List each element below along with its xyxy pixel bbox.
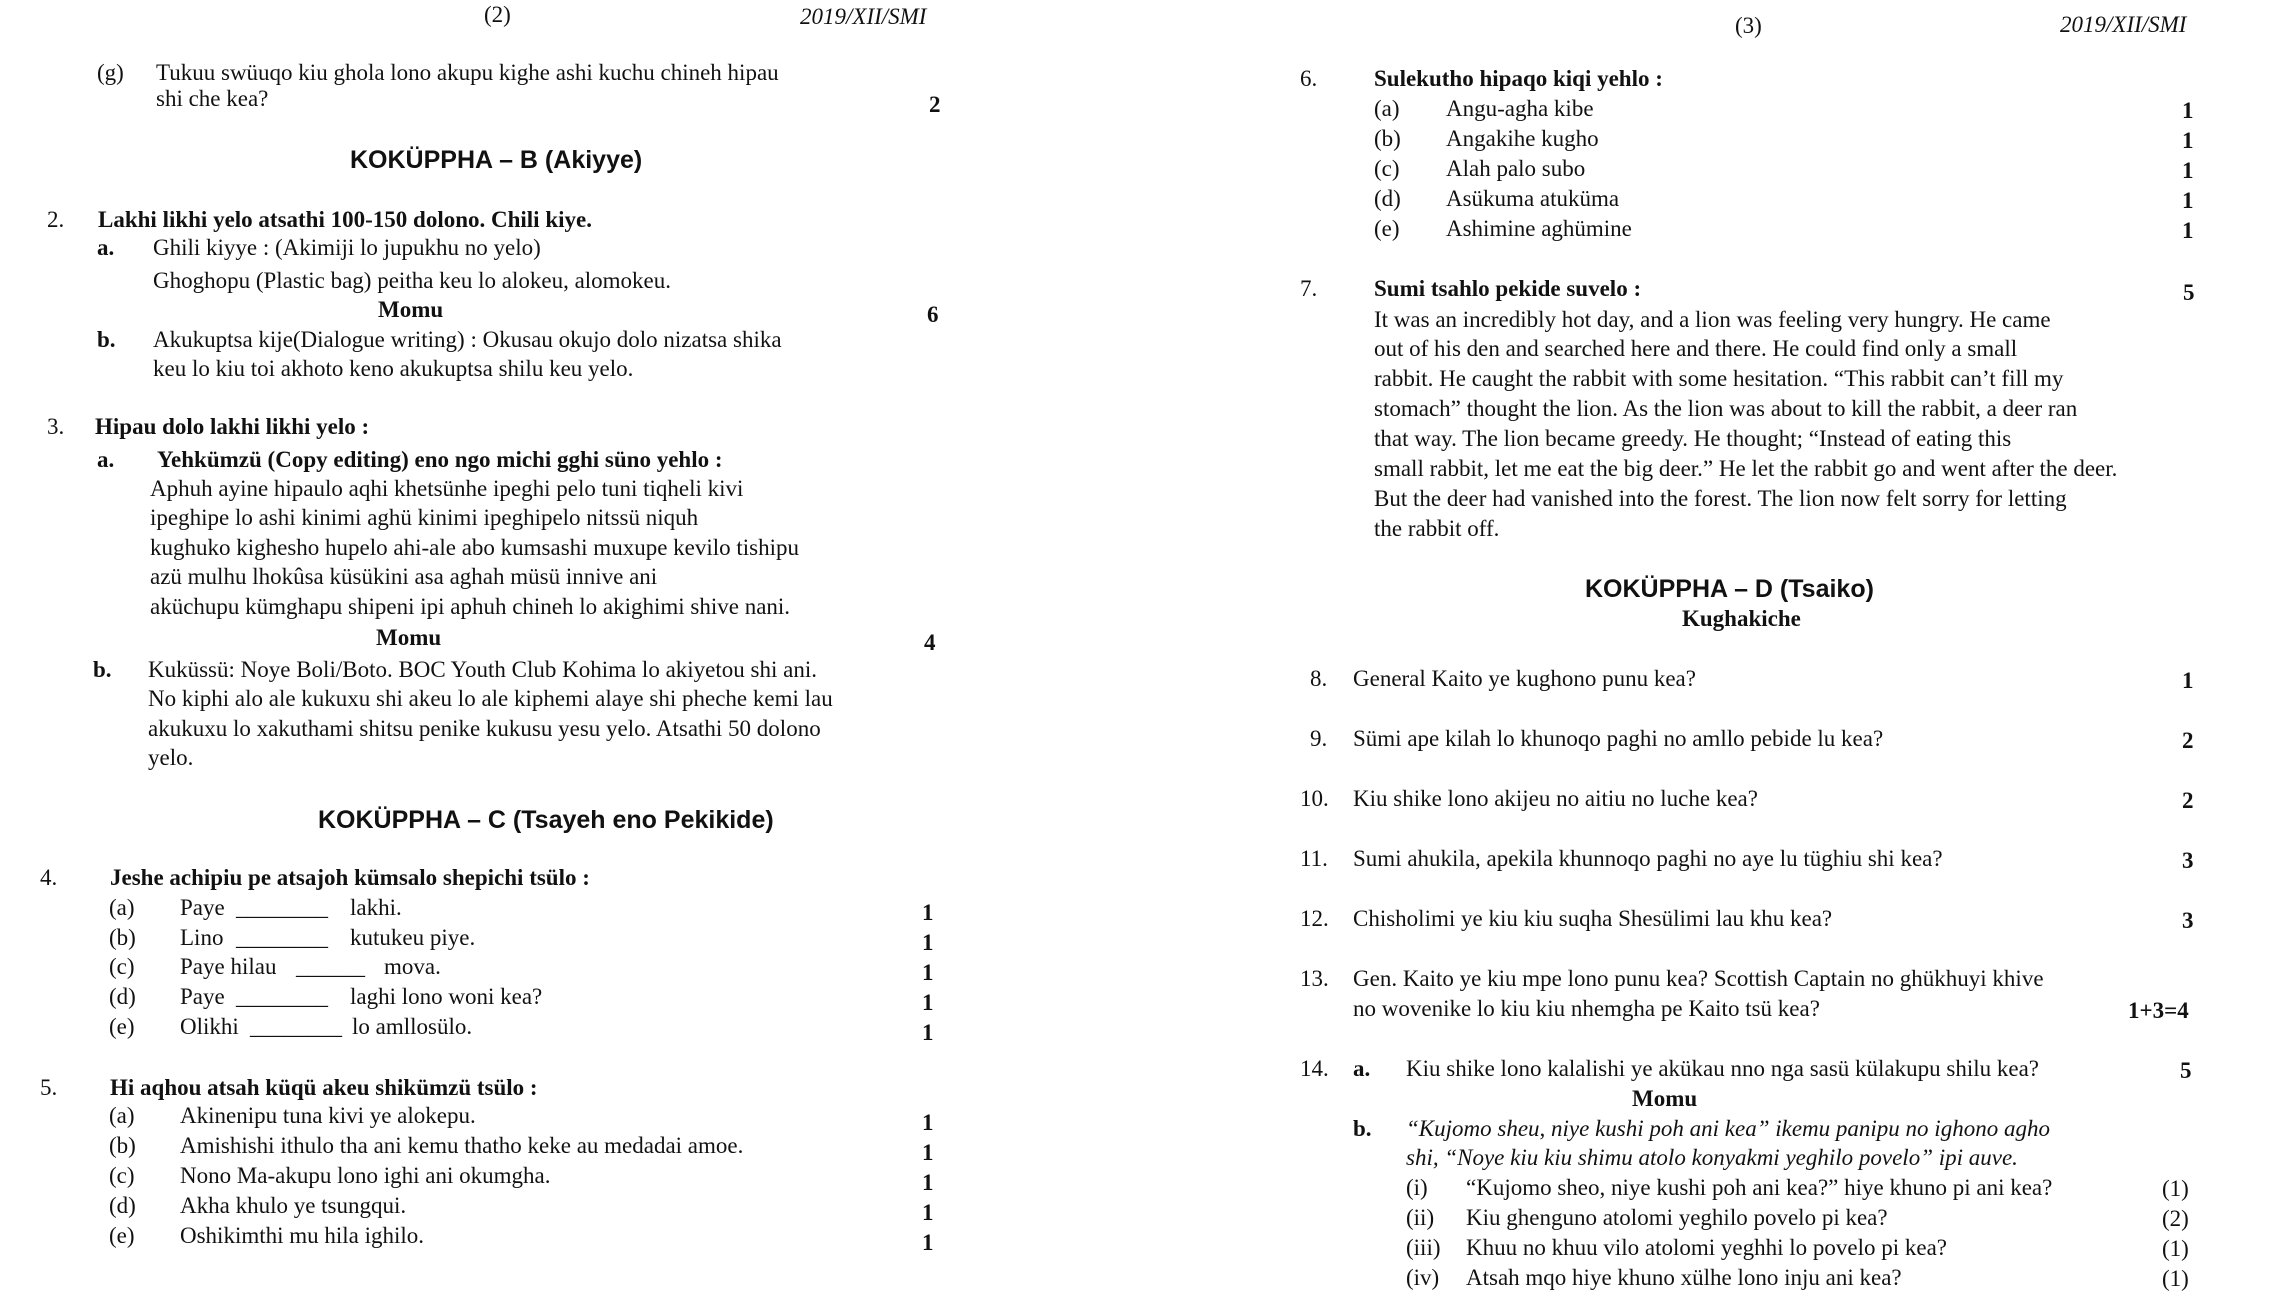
question-text: Sumi ahukila, apekila khunnoqo paghi no aye lu tüghiu shi kea? bbox=[1353, 846, 1943, 871]
q2a-line2: Ghoghopu (Plastic bag) peitha keu lo alokeu, alomokeu. bbox=[153, 268, 672, 293]
q14-sub-marks: (1) bbox=[2162, 1266, 2189, 1291]
q3a-line: aküchupu kümghapu shipeni ipi aphuh chineh lo akighimi shive nani. bbox=[150, 594, 791, 619]
q4-item-label: (b) bbox=[109, 925, 136, 950]
q14-sub-text: Kiu ghenguno atolomi yeghilo povelo pi kea? bbox=[1466, 1205, 1888, 1230]
question-marks: 2 bbox=[2182, 788, 2194, 813]
q1g-marks: 2 bbox=[929, 92, 941, 117]
q3a-line: kughuko kighesho hupelo ahi-ale abo kumsashi muxupe kevilo tishipu bbox=[150, 535, 800, 560]
q4-item-word: Paye bbox=[180, 984, 225, 1009]
question-marks: 3 bbox=[2182, 848, 2194, 873]
q4-item-blank: ________ bbox=[236, 925, 328, 950]
q7-passage-line: rabbit. He caught the rabbit with some hesitation. “This rabbit can’t fill my bbox=[1374, 366, 2064, 391]
q3a-line: Aphuh ayine hipaulo aqhi khetsünhe ipeghi pelo tuni tiqheli kivi bbox=[150, 476, 744, 501]
q3b-label: b. bbox=[93, 657, 112, 682]
q13-num: 13. bbox=[1300, 966, 1329, 991]
q1g-line1: Tukuu swüuqo kiu ghola lono akupu kighe ashi kuchu chineh hipau bbox=[156, 60, 779, 85]
question-text: Kiu shike lono akijeu no aitiu no luche kea? bbox=[1353, 786, 1758, 811]
q6-item-label: (b) bbox=[1374, 126, 1401, 151]
q14-sub-label: (i) bbox=[1406, 1175, 1428, 1200]
q14-sub-label: (ii) bbox=[1406, 1205, 1435, 1230]
q14-sub-label: (iii) bbox=[1406, 1235, 1441, 1260]
q14-sub-text: Khuu no khuu vilo atolomi yeghhi lo povelo pi kea? bbox=[1466, 1235, 1948, 1260]
q7-num: 7. bbox=[1300, 276, 1318, 301]
q6-text: Sulekutho hipaqo kiqi yehlo : bbox=[1374, 66, 1663, 91]
q14b-label: b. bbox=[1353, 1116, 1372, 1141]
q7-passage-line: that way. The lion became greedy. He thought; “Instead of eating this bbox=[1374, 426, 2012, 451]
q14-sub-marks: (1) bbox=[2162, 1176, 2189, 1201]
q4-item-rest: lo amllosülo. bbox=[352, 1014, 473, 1039]
q3a-line: azü mulhu lhokûsa küsükini asa aghah müsü innive ani bbox=[150, 564, 658, 589]
q3-momu: Momu bbox=[376, 625, 442, 650]
q4-item-marks: 1 bbox=[922, 900, 934, 925]
q7-passage-line: stomach” thought the lion. As the lion was about to kill the rabbit, a deer ran bbox=[1374, 396, 2078, 421]
q2b-label: b. bbox=[97, 327, 116, 352]
q4-item-label: (e) bbox=[109, 1014, 135, 1039]
q6-item-label: (e) bbox=[1374, 216, 1400, 241]
q5-item-label: (a) bbox=[109, 1103, 135, 1128]
question-num: 10. bbox=[1300, 786, 1329, 811]
right-page bbox=[1240, 0, 2275, 1309]
q6-item-marks: 1 bbox=[2182, 128, 2194, 153]
q2-num: 2. bbox=[47, 207, 65, 232]
q4-item-word: Paye bbox=[180, 895, 225, 920]
question-marks: 2 bbox=[2182, 728, 2194, 753]
question-num: 8. bbox=[1310, 666, 1328, 691]
q3a-line: ipeghipe lo ashi kinimi aghü kinimi ipeghipelo nitssü niquh bbox=[150, 505, 699, 530]
q5-item-marks: 1 bbox=[922, 1140, 934, 1165]
q4-item-marks: 1 bbox=[922, 930, 934, 955]
q4-item-rest: mova. bbox=[384, 954, 441, 979]
q1g-line2: shi che kea? bbox=[156, 86, 269, 111]
question-num: 12. bbox=[1300, 906, 1329, 931]
q7-passage-line: small rabbit, let me eat the big deer.” He let the rabbit go and went after the deer. bbox=[1374, 456, 2118, 481]
q14-sub-marks: (1) bbox=[2162, 1236, 2189, 1261]
q5-item-marks: 1 bbox=[922, 1230, 934, 1255]
q3b-line: yelo. bbox=[148, 745, 194, 770]
q14-sub-text: Atsah mqo hiye khuno xülhe lono inju ani kea? bbox=[1466, 1265, 1902, 1290]
q14a-marks: 5 bbox=[2180, 1058, 2192, 1083]
question-text: Sümi ape kilah lo khunoqo paghi no amllo pebide lu kea? bbox=[1353, 726, 1884, 751]
q4-item-blank: ________ bbox=[236, 895, 328, 920]
q5-item-label: (b) bbox=[109, 1133, 136, 1158]
q6-item-marks: 1 bbox=[2182, 218, 2194, 243]
q2-text: Lakhi likhi yelo atsathi 100-150 dolono. Chili kiye. bbox=[98, 207, 592, 232]
q4-item-word: Olikhi bbox=[180, 1014, 239, 1039]
q2a-label: a. bbox=[97, 235, 115, 260]
q4-item-rest: laghi lono woni kea? bbox=[350, 984, 543, 1009]
q3-num: 3. bbox=[47, 414, 65, 439]
q14-sub-label: (iv) bbox=[1406, 1265, 1440, 1290]
q14a-text: Kiu shike lono kalalishi ye akükau nno nga sasü külakupu shilu kea? bbox=[1406, 1056, 2040, 1081]
q4-item-marks: 1 bbox=[922, 990, 934, 1015]
q3a-title: Yehkümzü (Copy editing) eno ngo michi gghi süno yehlo : bbox=[157, 447, 723, 472]
q4-item-blank: ______ bbox=[296, 954, 365, 979]
q5-item-text: Akha khulo ye tsungqui. bbox=[180, 1193, 407, 1218]
q5-item-text: Akinenipu tuna kivi ye alokepu. bbox=[180, 1103, 476, 1128]
q6-num: 6. bbox=[1300, 66, 1318, 91]
section-b-title: KOKÜPPHA – B (Akiyye) bbox=[350, 146, 643, 174]
q4-item-blank: ________ bbox=[236, 984, 328, 1009]
q6-item-label: (a) bbox=[1374, 96, 1400, 121]
q3a-label: a. bbox=[97, 447, 115, 472]
question-marks: 3 bbox=[2182, 908, 2194, 933]
q5-num: 5. bbox=[40, 1075, 58, 1100]
q13-line1: Gen. Kaito ye kiu mpe lono punu kea? Scottish Captain no ghükhuyi khive bbox=[1353, 966, 2044, 991]
q4-item-label: (c) bbox=[109, 954, 135, 979]
q2-marks: 6 bbox=[927, 302, 939, 327]
q2-momu: Momu bbox=[378, 297, 444, 322]
q13-line2: no wovenike lo kiu kiu nhemgha pe Kaito tsü kea? bbox=[1353, 996, 1820, 1021]
q3-text: Hipau dolo lakhi likhi yelo : bbox=[95, 414, 370, 439]
q6-item-text: Angakihe kugho bbox=[1446, 126, 1599, 151]
q4-item-word: Paye hilau bbox=[180, 954, 277, 979]
q5-text: Hi aqhou atsah küqü akeu shikümzü tsülo : bbox=[110, 1075, 538, 1100]
q14a-label: a. bbox=[1353, 1056, 1371, 1081]
q4-item-rest: kutukeu piye. bbox=[350, 925, 476, 950]
q7-passage-line: out of his den and searched here and there. He could find only a small bbox=[1374, 336, 2018, 361]
q4-item-marks: 1 bbox=[922, 1020, 934, 1045]
q4-item-label: (d) bbox=[109, 984, 136, 1009]
q14b-line2: shi, “Noye kiu kiu shimu atolo konyakmi yeghilo povelo” ipi auve. bbox=[1406, 1145, 2018, 1170]
q7-passage-line: the rabbit off. bbox=[1374, 516, 1500, 541]
q5-item-marks: 1 bbox=[922, 1200, 934, 1225]
section-d-title: KOKÜPPHA – D (Tsaiko) bbox=[1585, 575, 1874, 603]
q7-text: Sumi tsahlo pekide suvelo : bbox=[1374, 276, 1642, 301]
question-text: Chisholimi ye kiu kiu suqha Shesülimi lau khu kea? bbox=[1353, 906, 1833, 931]
q14-num: 14. bbox=[1300, 1056, 1329, 1081]
question-num: 9. bbox=[1310, 726, 1328, 751]
q6-item-text: Angu-agha kibe bbox=[1446, 96, 1594, 121]
q6-item-marks: 1 bbox=[2182, 188, 2194, 213]
exam-code: 2019/XII/SMI bbox=[800, 4, 927, 29]
q5-item-marks: 1 bbox=[922, 1170, 934, 1195]
page-number: (3) bbox=[1735, 13, 1762, 38]
q14-sub-text: “Kujomo sheo, niye kushi poh ani kea?” hiye khuno pi ani kea? bbox=[1466, 1175, 2053, 1200]
q7-passage-line: It was an incredibly hot day, and a lion was feeling very hungry. He came bbox=[1374, 307, 2051, 332]
q13-marks: 1+3=4 bbox=[2128, 998, 2189, 1023]
exam-code: 2019/XII/SMI bbox=[2060, 12, 2187, 37]
q3b-line: No kiphi alo ale kukuxu shi akeu lo ale kiphemi alaye shi pheche kemi lau bbox=[148, 686, 833, 711]
q4-num: 4. bbox=[40, 865, 58, 890]
page-number: (2) bbox=[484, 2, 511, 27]
q6-item-marks: 1 bbox=[2182, 98, 2194, 123]
q5-item-text: Amishishi ithulo tha ani kemu thatho keke au medadai amoe. bbox=[180, 1133, 744, 1158]
q14-sub-marks: (2) bbox=[2162, 1206, 2189, 1231]
q2b-line1: Akukuptsa kije(Dialogue writing) : Okusau okujo dolo nizatsa shika bbox=[153, 327, 782, 352]
q5-item-text: Nono Ma-akupu lono ighi ani okumgha. bbox=[180, 1163, 551, 1188]
q4-item-word: Lino bbox=[180, 925, 224, 950]
question-marks: 1 bbox=[2182, 668, 2194, 693]
q2b-line2: keu lo kiu toi akhoto keno akukuptsa shilu keu yelo. bbox=[153, 356, 634, 381]
section-d-subtitle: Kughakiche bbox=[1682, 606, 1801, 631]
q7-marks: 5 bbox=[2183, 280, 2195, 305]
q3b-line: Kuküssü: Noye Boli/Boto. BOC Youth Club Kohima lo akiyetou shi ani. bbox=[148, 657, 817, 682]
q4-item-label: (a) bbox=[109, 895, 135, 920]
q6-item-marks: 1 bbox=[2182, 158, 2194, 183]
question-num: 11. bbox=[1300, 846, 1328, 871]
left-page bbox=[0, 0, 1000, 1309]
q6-item-text: Asükuma atuküma bbox=[1446, 186, 1620, 211]
question-text: General Kaito ye kughono punu kea? bbox=[1353, 666, 1696, 691]
q6-item-label: (d) bbox=[1374, 186, 1401, 211]
q2a-line1: Ghili kiyye : (Akimiji lo jupukhu no yelo) bbox=[153, 235, 541, 260]
q6-item-text: Ashimine aghümine bbox=[1446, 216, 1632, 241]
q6-item-label: (c) bbox=[1374, 156, 1400, 181]
q5-item-marks: 1 bbox=[922, 1110, 934, 1135]
q4-item-blank: ________ bbox=[250, 1014, 342, 1039]
q4-item-rest: lakhi. bbox=[350, 895, 402, 920]
q5-item-text: Oshikimthi mu hila ighilo. bbox=[180, 1223, 425, 1248]
q6-item-text: Alah palo subo bbox=[1446, 156, 1586, 181]
q14b-line1: “Kujomo sheu, niye kushi poh ani kea” ikemu panipu no ighono agho bbox=[1406, 1116, 2050, 1141]
q3b-line: akukuxu lo xakuthami shitsu penike kukusu yesu yelo. Atsathi 50 dolono bbox=[148, 716, 821, 741]
q5-item-label: (e) bbox=[109, 1223, 135, 1248]
q5-item-label: (d) bbox=[109, 1193, 136, 1218]
q4-text: Jeshe achipiu pe atsajoh kümsalo shepichi tsülo : bbox=[110, 865, 590, 890]
q14-momu: Momu bbox=[1632, 1086, 1698, 1111]
q4-item-marks: 1 bbox=[922, 960, 934, 985]
q3-marks: 4 bbox=[924, 630, 936, 655]
section-c-title: KOKÜPPHA – C (Tsayeh eno Pekikide) bbox=[318, 806, 774, 834]
q5-item-label: (c) bbox=[109, 1163, 135, 1188]
q7-passage-line: But the deer had vanished into the forest. The lion now felt sorry for letting bbox=[1374, 486, 2067, 511]
q1g-label: (g) bbox=[97, 60, 124, 85]
